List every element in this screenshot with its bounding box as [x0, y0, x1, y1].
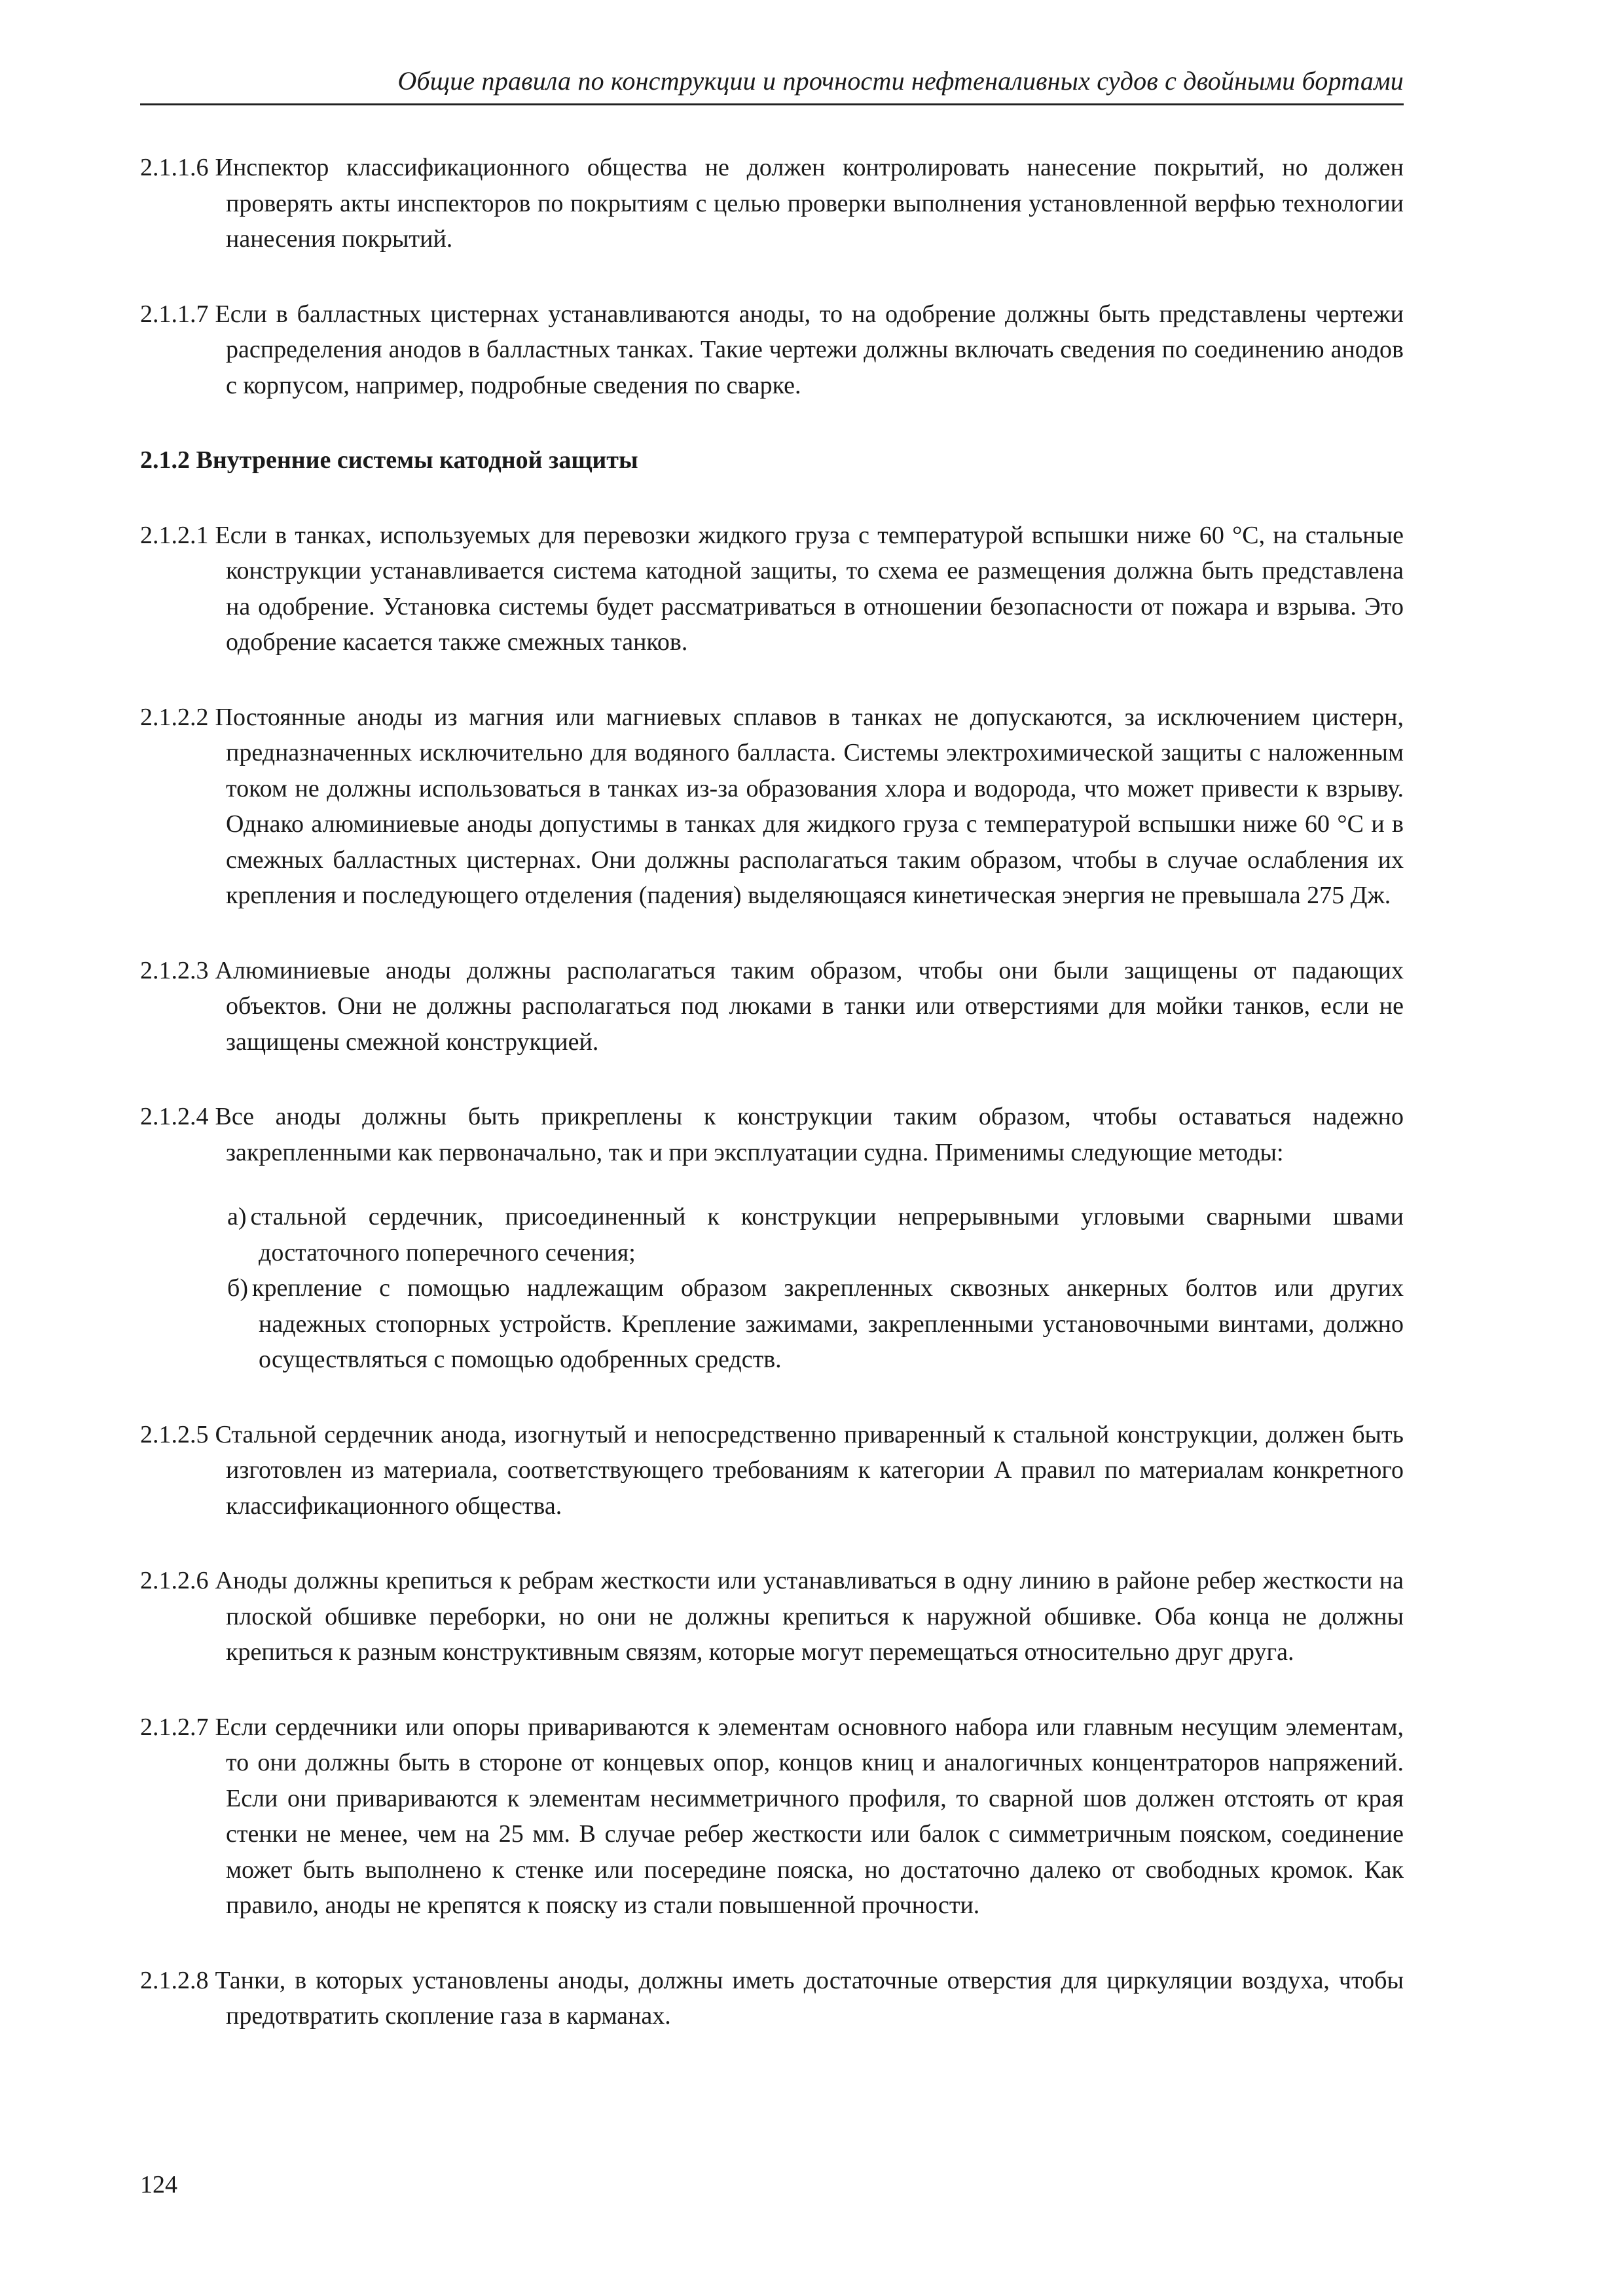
paragraph-2-1-1-6	[140, 150, 1404, 257]
paragraph-2-1-2-8	[140, 1963, 1404, 2034]
paragraph-text: Аноды должны крепиться к ребрам жесткости или устанавливаться в одну линию в районе ребер жесткости на плоской обшивке переборки, но они не должны крепиться к наружной обшивке. Оба конца не должны крепиться к разным конструктивным связям, которые могут перемещаться относительно друг друга.	[215, 1567, 1404, 1666]
paragraph-text: Все аноды должны быть прикреплены к конструкции таким образом, чтобы оставаться надежно закрепленными как первоначально, так и при эксплуатации судна. Применимы следующие методы:	[215, 1103, 1404, 1166]
paragraph-text: Если в балластных цистернах устанавливаются аноды, то на одобрение должны быть представлены чертежи распределения анодов в балластных танках. Такие чертежи должны включать сведения по соединению анодов с корпусом, например, подробные сведения по сварке.	[215, 300, 1404, 399]
section-heading: 2.1.2 Внутренние системы катодной защиты	[140, 446, 638, 474]
paragraph-number: 2.1.1.6	[140, 154, 209, 181]
paragraph-2-1-2-1	[140, 518, 1404, 660]
paragraph-2-1-2-4	[140, 1099, 1404, 1170]
list-marker: а)	[227, 1203, 247, 1230]
paragraph-text: Стальной сердечник анода, изогнутый и непосредственно приваренный к стальной конструкции, должен быть изготовлен из материала, соответствующего требованиям к категории А правил по материалам конкретного классификационного общества.	[215, 1420, 1404, 1520]
paragraph-2-1-2-7	[140, 1710, 1404, 1924]
paragraph-text: Постоянные аноды из магния или магниевых сплавов в танках не допускаются, за исключением цистерн, предназначенных исключительно для водяного балласта. Системы электрохимической защиты с наложенным током не должны использоваться в танках из-за образования хлора и водорода, что может привести к взрыву. Однако алюминиевые аноды допустимы в танках для жидкого груза с температурой вспышки ниже 60 °С и в смежных балластных цистернах. Они должны располагаться таким образом, чтобы в случае ослабления их крепления и последующего отделения (падения) выделяющаяся кинетическая энергия не превышала 275 Дж.	[215, 703, 1404, 909]
paragraph-2-1-2-2	[140, 700, 1404, 914]
paragraph-number: 2.1.2.3	[140, 956, 209, 984]
paragraph-number: 2.1.1.7	[140, 300, 209, 328]
paragraph-text: Инспектор классификационного общества не должен контролировать нанесение покрытий, но должен проверять акты инспекторов по покрытиям с целью проверки выполнения установленной верфью технологии нанесения покрытий.	[215, 154, 1404, 253]
paragraph-number: 2.1.2.5	[140, 1420, 209, 1448]
list-item	[140, 1199, 1404, 1270]
paragraph-number: 2.1.2.6	[140, 1567, 209, 1594]
list-item-text: стальной сердечник, присоединенный к конструкции непрерывными угловыми сварными швами достаточного поперечного сечения;	[250, 1203, 1404, 1266]
paragraph-2-1-2-6	[140, 1563, 1404, 1670]
paragraph-text: Танки, в которых установлены аноды, должны иметь достаточные отверстия для циркуляции воздуха, чтобы предотвратить скопление газа в карманах.	[215, 1966, 1404, 2030]
methods-list	[140, 1199, 1404, 1378]
document-page	[140, 65, 1404, 2073]
paragraph-text: Если сердечники или опоры привариваются к элементам основного набора или главным несущим элементам, то они должны быть в стороне от концевых опор, концов книц и аналогичных концентраторов напряжений. Если они привариваются к элементам несимметричного профиля, то сварной шов должен отстоять от края стенки не менее, чем на 25 мм. В случае ребер жесткости или балок с симметричным пояском, соединение может быть выполнено к стенке или посередине пояска, но достаточно далеко от свободных кромок. Как правило, аноды не крепятся к пояску из стали повышенной прочности.	[215, 1713, 1404, 1919]
paragraph-number: 2.1.2.4	[140, 1103, 209, 1130]
paragraph-text: Если в танках, используемых для перевозки жидкого груза с температурой вспышки ниже 60 °С, на стальные конструкции устанавливается система катодной защиты, то схема ее размещения должна быть представлена на одобрение. Установка системы будет рассматриваться в отношении безопасности от пожара и взрыва. Это одобрение касается также смежных танков.	[215, 521, 1404, 656]
paragraph-number: 2.1.2.7	[140, 1713, 209, 1741]
page-number: 124	[140, 2171, 177, 2198]
paragraph-2-1-1-7	[140, 296, 1404, 404]
paragraph-text: Алюминиевые аноды должны располагаться таким образом, чтобы они были защищены от падающих объектов. Они не должны располагаться под люками в танки или отверстиями для мойки танков, если не защищены смежной конструкцией.	[215, 956, 1404, 1056]
paragraph-number: 2.1.2.8	[140, 1966, 209, 1994]
paragraph-number: 2.1.2.2	[140, 703, 209, 731]
paragraph-2-1-2-5	[140, 1417, 1404, 1524]
list-marker: б)	[227, 1274, 248, 1302]
list-item	[140, 1270, 1404, 1378]
paragraph-number: 2.1.2.1	[140, 521, 209, 549]
paragraph-2-1-2-3	[140, 953, 1404, 1060]
list-item-text: крепление с помощью надлежащим образом закрепленных сквозных анкерных болтов или других надежных стопорных устройств. Крепление зажимами, закрепленными установочными винтами, должно осуществляться с помощью одобренных средств.	[252, 1274, 1404, 1373]
running-header: Общие правила по конструкции и прочности нефтеналивных судов с двойными бортами	[140, 65, 1404, 105]
